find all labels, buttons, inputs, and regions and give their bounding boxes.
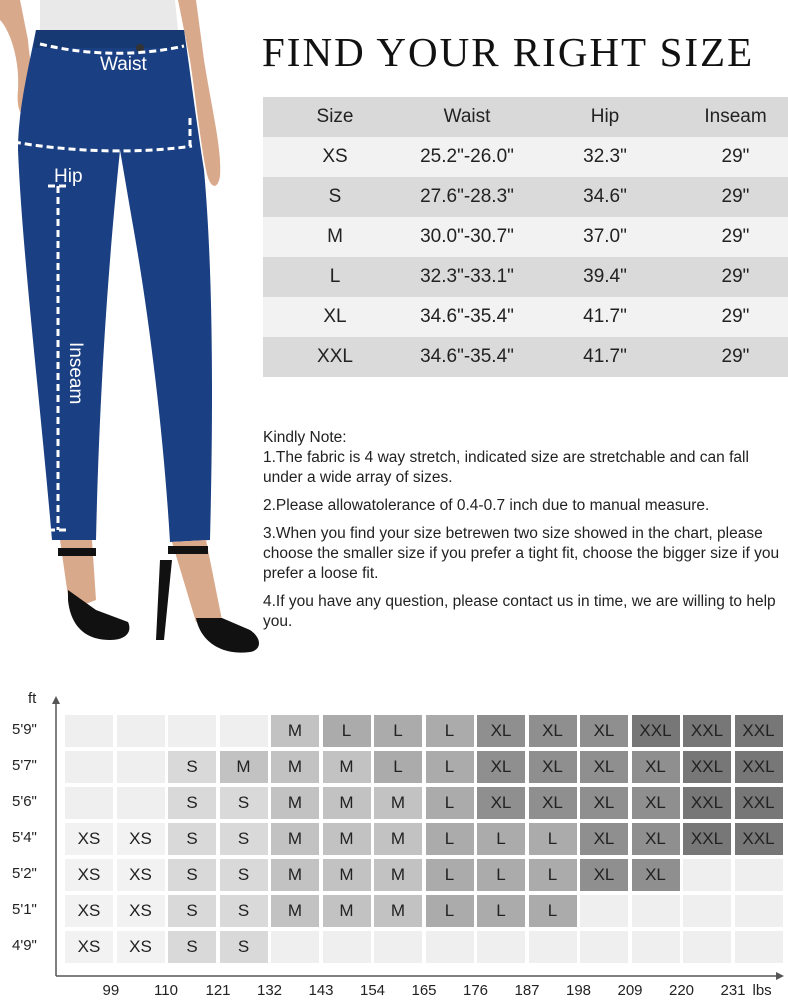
size-cell: XL: [632, 859, 680, 891]
cell-hip: 41.7": [583, 306, 627, 327]
cell-inseam: 29": [721, 346, 750, 367]
waistband: [34, 30, 186, 48]
size-cell: M: [271, 787, 319, 819]
size-cell: XL: [477, 787, 525, 819]
size-cell: L: [529, 859, 577, 891]
size-cell: XXL: [683, 823, 731, 855]
height-label: 5'2": [12, 865, 37, 882]
size-cell: [735, 931, 783, 963]
height-label: 5'4": [12, 829, 37, 846]
size-cell: [580, 931, 628, 963]
size-cell: L: [477, 895, 525, 927]
header-inseam: Inseam: [704, 106, 767, 127]
cell-inseam: 29": [721, 306, 750, 327]
size-cell: [683, 895, 731, 927]
cell-waist: 34.6"-35.4": [420, 306, 514, 327]
size-cell: M: [323, 859, 371, 891]
size-cell: XXL: [683, 751, 731, 783]
size-cell: [117, 715, 165, 747]
size-cell: XL: [580, 751, 628, 783]
size-cell: L: [426, 787, 474, 819]
size-cell: [168, 715, 216, 747]
size-cell: M: [271, 859, 319, 891]
size-cell: [632, 931, 680, 963]
size-cell: M: [323, 823, 371, 855]
size-cell: M: [374, 823, 422, 855]
size-cell: [735, 859, 783, 891]
size-cell: M: [271, 895, 319, 927]
size-cell: XXL: [735, 823, 783, 855]
height-weight-chart: [0, 690, 788, 1000]
size-cell: XL: [580, 715, 628, 747]
size-cell: XS: [65, 859, 113, 891]
weight-label: 209: [617, 982, 643, 999]
size-cell: XXL: [683, 715, 731, 747]
size-cell: [632, 895, 680, 927]
cell-inseam: 29": [721, 266, 750, 287]
height-label: 4'9": [12, 937, 37, 954]
size-cell: S: [220, 895, 268, 927]
height-label: 5'1": [12, 901, 37, 918]
waist-label: Waist: [100, 54, 147, 75]
size-cell: XL: [477, 751, 525, 783]
size-cell: L: [426, 715, 474, 747]
note-item: 2.Please allowatolerance of 0.4-0.7 inch due to manual measure.: [263, 497, 710, 514]
cell-inseam: 29": [721, 146, 750, 167]
size-cell: XL: [529, 787, 577, 819]
size-cell: XL: [580, 787, 628, 819]
note-item: 4.If you have any question, please contact us in time, we are willing to help you.: [263, 593, 776, 630]
size-cell: XL: [529, 715, 577, 747]
hip-label: Hip: [54, 166, 83, 187]
weight-label: 187: [514, 982, 540, 999]
kindly-note: [263, 428, 788, 640]
size-cell: L: [426, 895, 474, 927]
header-waist: Waist: [443, 106, 491, 127]
cell-waist: 32.3"-33.1": [420, 266, 514, 287]
weight-label: 99: [102, 982, 120, 999]
size-cell: L: [426, 823, 474, 855]
size-cell: XXL: [632, 715, 680, 747]
size-cell: XXL: [683, 787, 731, 819]
weight-label: 176: [463, 982, 489, 999]
size-cell: L: [477, 823, 525, 855]
size-cell: M: [374, 895, 422, 927]
height-label: 5'7": [12, 757, 37, 774]
size-cell: XL: [529, 751, 577, 783]
note-item: 3.When you find your size betrewen two size showed in the chart, please choose the smaller size if you prefer a tight fit, choose the bigger size if you prefer a loose fit.: [263, 525, 780, 582]
cell-size: XL: [323, 306, 347, 327]
size-cell: XXL: [735, 715, 783, 747]
size-cell: M: [374, 859, 422, 891]
size-cell: XL: [477, 715, 525, 747]
size-cell: S: [168, 859, 216, 891]
weight-label: 220: [669, 982, 695, 999]
weight-label: 154: [360, 982, 386, 999]
cell-size: S: [328, 186, 342, 207]
size-cell: [735, 895, 783, 927]
note-item: 1.The fabric is 4 way stretch, indicated size are stretchable and can fall under a wide array of sizes.: [263, 449, 749, 486]
x-axis-unit: lbs: [752, 982, 772, 999]
size-cell: [117, 751, 165, 783]
table-row: [263, 137, 788, 177]
table-row: [263, 177, 788, 217]
page-title: FIND YOUR RIGHT SIZE: [262, 29, 755, 75]
table-row: [263, 217, 788, 257]
weight-label: 110: [154, 982, 178, 999]
cell-waist: 34.6"-35.4": [420, 346, 514, 367]
height-label: 5'9": [12, 721, 37, 738]
size-cell: [477, 931, 525, 963]
torso-skin: [40, 0, 178, 30]
cell-size: L: [329, 266, 341, 287]
cell-hip: 34.6": [583, 186, 627, 207]
size-cell: L: [477, 859, 525, 891]
weight-label: 143: [308, 982, 334, 999]
size-cell: [271, 931, 319, 963]
model-illustration: [0, 0, 262, 660]
note-intro: Kindly Note:: [263, 429, 347, 446]
size-cell: [65, 715, 113, 747]
size-cell: [683, 859, 731, 891]
size-cell: [65, 751, 113, 783]
size-cell: M: [323, 751, 371, 783]
table-row: [263, 257, 788, 297]
size-cell: [374, 931, 422, 963]
size-cell: M: [271, 751, 319, 783]
weight-label: 231: [720, 982, 746, 999]
size-cell: XL: [632, 823, 680, 855]
size-cell: XXL: [735, 751, 783, 783]
pants: [18, 30, 212, 542]
cell-hip: 32.3": [583, 146, 627, 167]
size-cell: S: [168, 787, 216, 819]
header-size: Size: [316, 106, 354, 127]
size-cell: XL: [580, 823, 628, 855]
cell-inseam: 29": [721, 226, 750, 247]
size-cell: L: [323, 715, 371, 747]
size-cell: S: [220, 931, 268, 963]
cell-waist: 25.2"-26.0": [420, 146, 514, 167]
size-cell: M: [323, 895, 371, 927]
table-row: [263, 337, 788, 377]
size-cell: S: [168, 751, 216, 783]
size-cell: XS: [65, 823, 113, 855]
cell-waist: 27.6"-28.3": [420, 186, 514, 207]
size-cell: M: [271, 715, 319, 747]
size-cell: L: [529, 895, 577, 927]
size-cell: XS: [117, 823, 165, 855]
size-cell: S: [220, 823, 268, 855]
size-cell: [117, 787, 165, 819]
size-cell: S: [168, 931, 216, 963]
size-cell: L: [374, 715, 422, 747]
size-cell: XL: [632, 787, 680, 819]
weight-label: 198: [566, 982, 592, 999]
size-cell: S: [220, 787, 268, 819]
size-cell: XL: [580, 859, 628, 891]
cell-hip: 41.7": [583, 346, 627, 367]
size-cell: [529, 931, 577, 963]
cell-size: M: [327, 226, 343, 247]
size-cell: S: [168, 823, 216, 855]
size-cell: [683, 931, 731, 963]
size-cell: XS: [117, 931, 165, 963]
cell-hip: 37.0": [583, 226, 627, 247]
size-cell: S: [220, 859, 268, 891]
size-cell: M: [374, 787, 422, 819]
table-row: [263, 297, 788, 337]
inseam-label: Inseam: [65, 342, 86, 405]
weight-label: 132: [257, 982, 283, 999]
size-cell: L: [426, 859, 474, 891]
y-axis-unit: ft: [28, 690, 37, 707]
size-cell: [426, 931, 474, 963]
size-cell: L: [374, 751, 422, 783]
cell-waist: 30.0"-30.7": [420, 226, 514, 247]
size-cell: XXL: [735, 787, 783, 819]
weight-label: 121: [205, 982, 231, 999]
cell-hip: 39.4": [583, 266, 627, 287]
weight-label: 165: [411, 982, 437, 999]
size-cell: XS: [117, 859, 165, 891]
size-cell: [580, 895, 628, 927]
cell-inseam: 29": [721, 186, 750, 207]
table-header: [263, 97, 788, 137]
size-cell: XS: [65, 895, 113, 927]
size-cell: M: [220, 751, 268, 783]
size-cell: XS: [65, 931, 113, 963]
size-cell: L: [529, 823, 577, 855]
size-cell: S: [168, 895, 216, 927]
size-cell: XL: [632, 751, 680, 783]
size-cell: [323, 931, 371, 963]
height-label: 5'6": [12, 793, 37, 810]
size-cell: [65, 787, 113, 819]
size-cell: L: [426, 751, 474, 783]
cell-size: XS: [322, 146, 348, 167]
size-cell: M: [271, 823, 319, 855]
size-table: [263, 97, 788, 377]
cell-size: XXL: [317, 346, 353, 367]
size-cell: [220, 715, 268, 747]
header-hip: Hip: [590, 106, 620, 127]
size-cell: XS: [117, 895, 165, 927]
size-cell: M: [323, 787, 371, 819]
